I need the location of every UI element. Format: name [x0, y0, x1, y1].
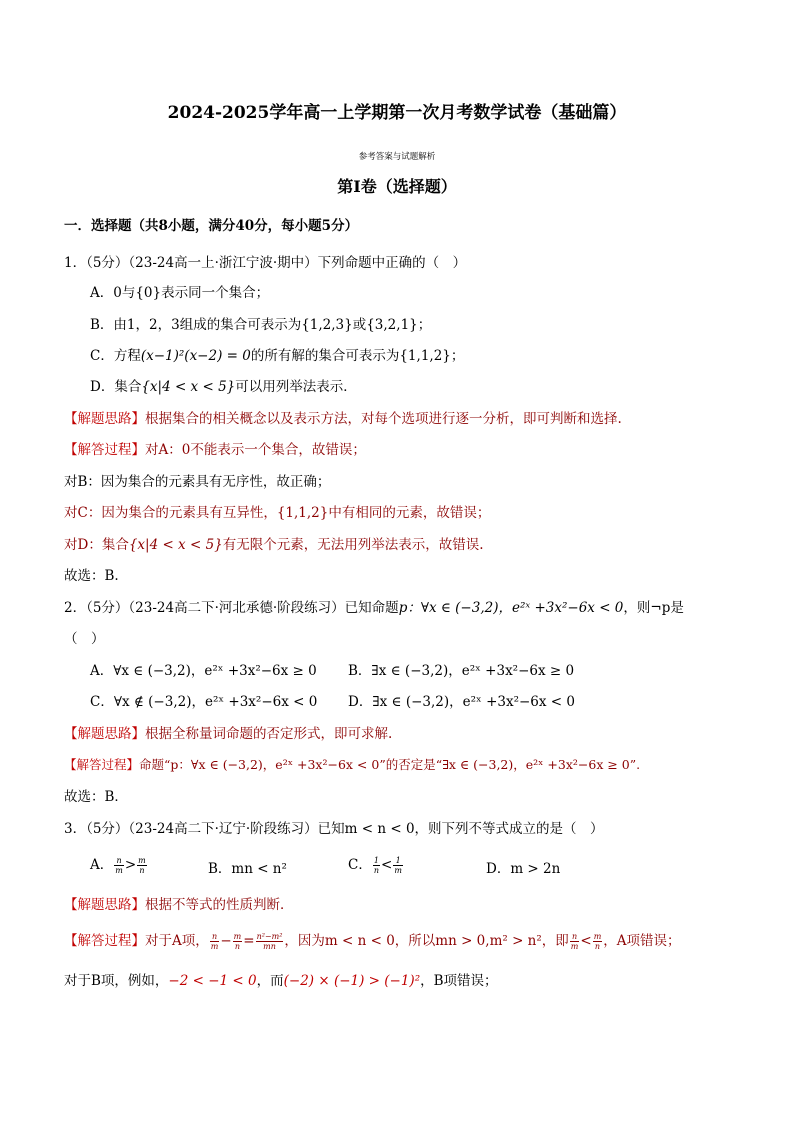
q1-stem: 1．（5分）（23-24高一上·浙江宁波·期中）下列命题中正确的（ ） — [64, 255, 467, 271]
q1-idea — [64, 410, 622, 428]
q3-option-d: D．m > 2n — [486, 861, 561, 877]
fraction-m-over-n-c: $\frac{m}{n}$ — [593, 932, 602, 951]
q3-option-a: A． $\frac{n}{m}$ > $\frac{m}{n}$ — [90, 856, 146, 875]
q1-option-a: A．0与{0}表示同一个集合； — [90, 285, 270, 301]
page-title: 2024-2025学年高一上学期第一次月考数学试卷（基础篇） — [167, 103, 627, 123]
q3-option-c-label: C． — [348, 857, 372, 873]
q3-stem: 3．（5分）（23-24高二下·辽宁·阶段练习）已知m < n < 0，则下列不等式成立的是（ ） — [64, 821, 604, 837]
q1-process-tag: 【解答过程】 — [64, 442, 145, 458]
part-heading: 一．选择题（共8小题，满分40分，每小题5分） — [64, 218, 359, 234]
q3-process-a-suffix: ，A项错误； — [603, 933, 681, 949]
q3-process-b-math-1: −2 < −1 < 0 — [168, 973, 257, 989]
q3-process-a: 【解答过程】对于A项， $\frac{n}{m}$ − $\frac{m}{n}$ = $\frac{\text{n²−m²}}{mn}$ ，因为m < n < 0，所以mn > 0,m² > n²，即 $\frac{n}{m}$ < $\frac{m}{n}$ ，A项错误； — [64, 932, 681, 951]
q2-stem-brackets: （ ） — [64, 631, 105, 647]
q2-stem — [64, 599, 684, 617]
q3-option-b: B．mn < n² — [208, 861, 287, 877]
q1-option-c-suffix: 的所有解的集合可表示为{1,1,2}； — [250, 348, 465, 364]
q1-option-c-math: (x−1)²(x−2) = 0 — [140, 348, 251, 364]
q1-idea-text: 根据集合的相关概念以及表示方法，对每个选项进行逐一分析，即可判断和选择. — [145, 411, 622, 427]
q2-process — [64, 756, 640, 774]
q1-idea-tag: 【解题思路】 — [64, 411, 145, 427]
q2-process-tag: 【解答过程】 — [64, 757, 140, 772]
q1-option-c — [90, 347, 464, 365]
fraction-n-over-m: $\frac{n}{m}$ — [115, 856, 123, 875]
q1-option-c-prefix: C．方程 — [90, 348, 141, 364]
q1-option-d — [90, 378, 357, 396]
q2-stem-prefix: 2．（5分）（23-24高二下·河北承德·阶段练习）已知命题 — [64, 600, 399, 616]
q3-option-a-label: A． — [90, 857, 114, 873]
fraction-1-over-n: $\frac{1}{n}$ — [373, 856, 379, 875]
q3-process-a-middle: ，因为m < n < 0，所以mn > 0,m² > n²，即 — [284, 933, 569, 949]
q3-process-b — [64, 972, 498, 990]
fraction-n-over-m-b: $\frac{n}{m}$ — [210, 932, 219, 951]
q2-answer: 故选：B． — [64, 789, 128, 805]
q1-option-d-suffix: 可以用列举法表示． — [235, 379, 357, 395]
q1-option-d-prefix: D．集合 — [90, 379, 142, 395]
q2-idea-tag: 【解题思路】 — [64, 726, 145, 742]
q1-process-b: 对B：因为集合的元素具有无序性，故正确； — [64, 474, 331, 490]
fraction-m-over-n-b: $\frac{m}{n}$ — [233, 932, 242, 951]
q1-process-d-math: {x|4 < x < 5} — [128, 537, 223, 553]
q3-option-c: C． $\frac{1}{n}$ < $\frac{1}{m}$ — [348, 856, 402, 875]
q1-process-a — [64, 441, 366, 459]
q2-idea-text: 根据全称量词命题的否定形式，即可求解. — [145, 726, 393, 742]
q3-process-b-suffix: ，B项错误； — [420, 973, 498, 989]
fraction-diff-squares: $\frac{\text{n²−m²}}{mn}$ — [256, 932, 283, 951]
q1-option-d-math: {x|4 < x < 5} — [141, 379, 236, 395]
q2-option-d: D．∃x ∈ (−3,2)，e²ˣ +3x²−6x < 0 — [348, 694, 575, 710]
q3-idea-text: 根据不等式的性质判断． — [145, 897, 294, 913]
q1-process-d — [64, 536, 484, 554]
q3-process-tag: 【解答过程】 — [64, 933, 145, 949]
q2-stem-math: p：∀x ∈ (−3,2)，e²ˣ +3x²−6x < 0 — [398, 600, 624, 616]
q3-process-b-math-2: (−2) × (−1) > (−1)² — [283, 973, 421, 989]
q1-process-d-suffix: 有无限个元素，无法用列举法表示，故错误. — [222, 537, 484, 553]
q2-stem-suffix: ，则¬p是 — [623, 600, 684, 616]
section-heading: 第I卷（选择题） — [337, 177, 457, 196]
fraction-1-over-m: $\frac{1}{m}$ — [394, 856, 402, 875]
fraction-m-over-n: $\frac{m}{n}$ — [138, 856, 146, 875]
q1-process-c: 对C：因为集合的元素具有互异性，{1,1,2}中有相同的元素，故错误； — [64, 505, 491, 521]
q2-idea — [64, 725, 392, 743]
q3-process-b-prefix: 对于B项，例如， — [64, 973, 169, 989]
q2-process-text: 命题“p：∀x ∈ (−3,2)，e²ˣ +3x²−6x < 0”的否定是“∃x ∈ (−3,2)，e²ˣ +3x²−6x ≥ 0”. — [139, 757, 641, 772]
q2-option-b: B．∃x ∈ (−3,2)，e²ˣ +3x²−6x ≥ 0 — [348, 663, 575, 679]
page-subtitle: 参考答案与试题解析 — [358, 152, 436, 162]
q2-option-a: A．∀x ∈ (−3,2)，e²ˣ +3x²−6x ≥ 0 — [90, 663, 317, 679]
q2-option-c: C．∀x ∉ (−3,2)，e²ˣ +3x²−6x < 0 — [90, 694, 318, 710]
q3-process-a-prefix: 对于A项， — [145, 933, 209, 949]
q3-process-b-middle: ，而 — [256, 973, 284, 989]
q1-process-a-text: 对A：0不能表示一个集合，故错误； — [145, 442, 366, 458]
q1-option-b: B．由1，2，3组成的集合可表示为{1,2,3}或{3,2,1}； — [90, 317, 432, 333]
q3-idea — [64, 896, 294, 914]
q1-process-d-prefix: 对D：集合 — [64, 537, 129, 553]
fraction-n-over-m-c: $\frac{n}{m}$ — [570, 932, 579, 951]
q3-idea-tag: 【解题思路】 — [64, 897, 145, 913]
q1-answer: 故选：B. — [64, 568, 119, 584]
